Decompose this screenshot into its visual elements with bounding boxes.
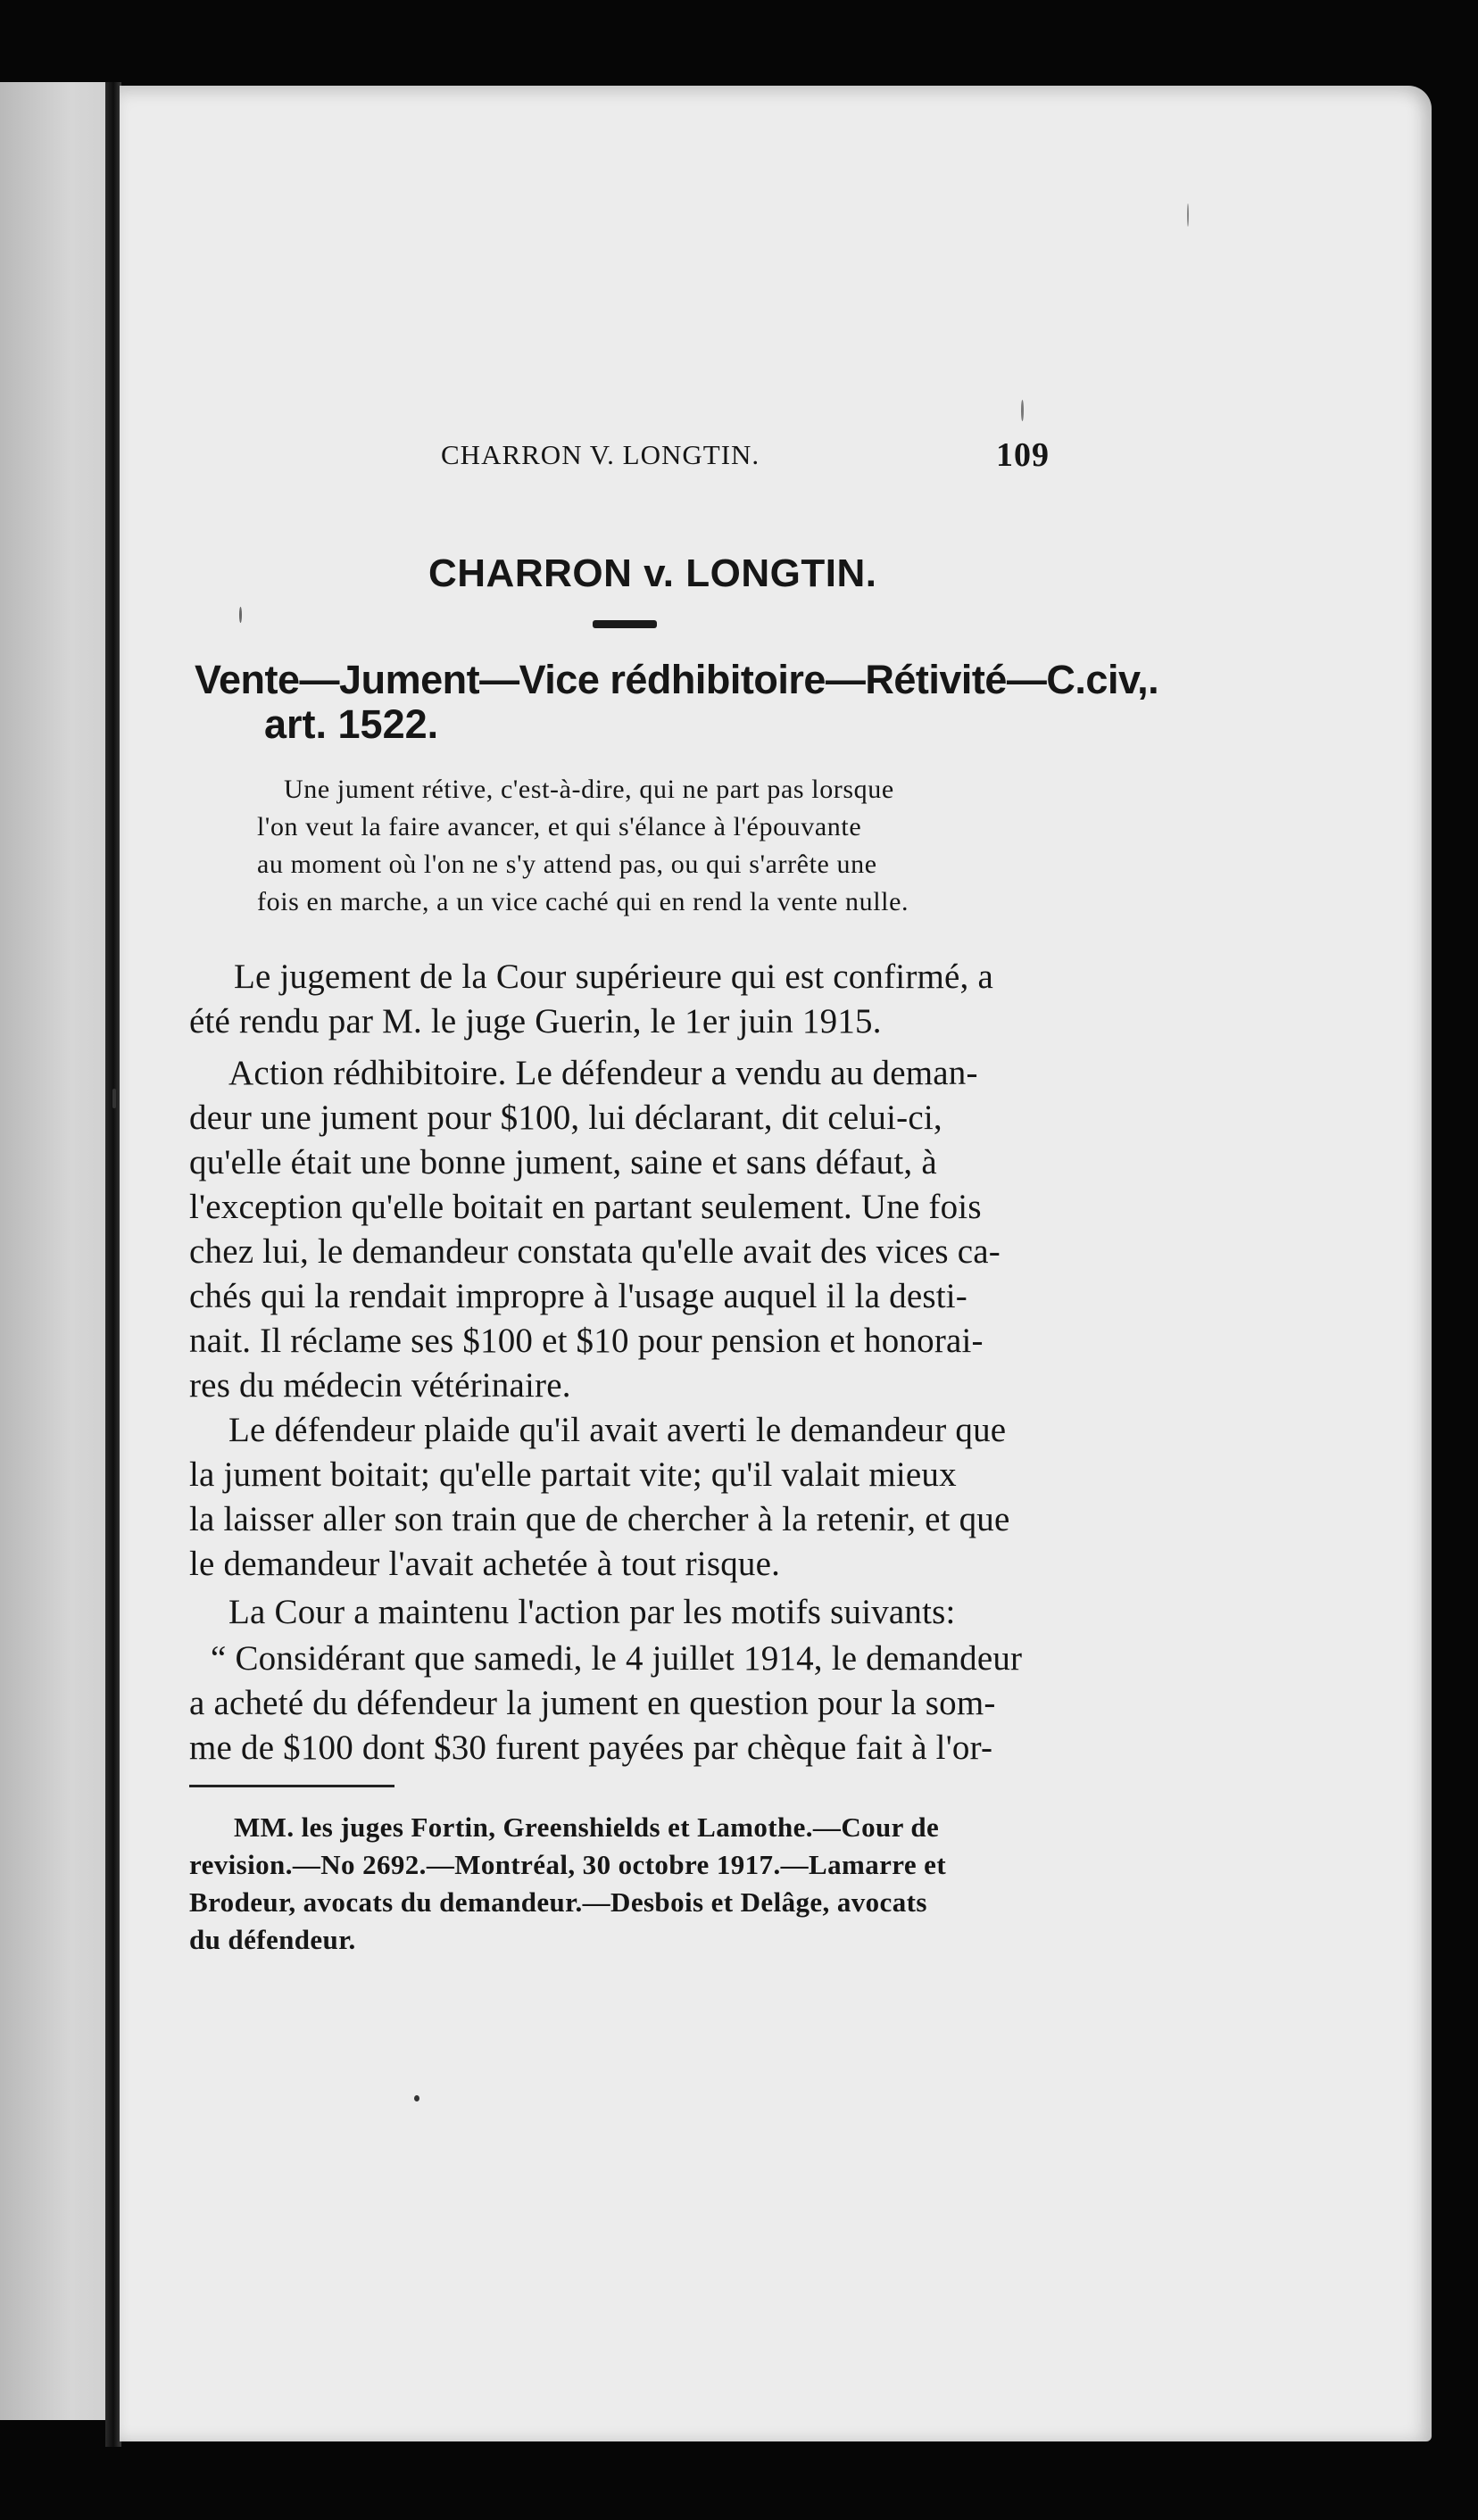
body-line: chés qui la rendait impropre à l'usage auquel il la desti- xyxy=(189,1277,967,1315)
scan-speck xyxy=(1021,400,1024,421)
scan-speck xyxy=(112,1089,116,1108)
footnote-line: Brodeur, avocats du demandeur.—Desbois et Delâge, avocats xyxy=(189,1886,927,1918)
scan-speck xyxy=(1187,203,1189,227)
body-line: La Cour a maintenu l'action par les motifs suivants: xyxy=(228,1593,956,1631)
body-line: me de $100 dont $30 furent payées par chèque fait à l'or- xyxy=(189,1728,993,1767)
summary-line: Une jument rétive, c'est-à-dire, qui ne part pas lorsque xyxy=(284,775,894,804)
body-line: deur une jument pour $100, lui déclarant, dit celui-ci, xyxy=(189,1098,942,1137)
body-line: a acheté du défendeur la jument en question pour la som- xyxy=(189,1684,996,1722)
footnote-line: MM. les juges Fortin, Greenshields et Lamothe.—Cour de xyxy=(234,1811,940,1843)
subject-line: Vente—Jument—Vice rédhibitoire—Rétivité—C.civ,. xyxy=(195,657,1159,702)
body-line: le demandeur l'avait achetée à tout risque. xyxy=(189,1545,781,1583)
body-line: été rendu par M. le juge Guerin, le 1er juin 1915. xyxy=(189,1002,882,1040)
running-title: CHARRON V. LONGTIN. xyxy=(441,439,760,470)
body-line: la laisser aller son train que de chercher à la retenir, et que xyxy=(189,1500,1010,1538)
facing-page-edge xyxy=(0,82,118,2420)
case-title: CHARRON v. LONGTIN. xyxy=(428,551,877,595)
summary-line: l'on veut la faire avancer, et qui s'élance à l'épouvante xyxy=(257,812,862,841)
footnote-line: revision.—No 2692.—Montréal, 30 octobre 1917.—Lamarre et xyxy=(189,1849,947,1880)
footnote-rule xyxy=(189,1785,394,1787)
body-line: Le jugement de la Cour supérieure qui est confirmé, a xyxy=(234,957,993,996)
body-line: Action rédhibitoire. Le défendeur a vendu au deman- xyxy=(228,1054,978,1092)
scan-speck xyxy=(414,2095,419,2101)
body-line: l'exception qu'elle boitait en partant seulement. Une fois xyxy=(189,1188,982,1226)
body-line: nait. Il réclame ses $100 et $10 pour pension et honorai- xyxy=(189,1322,984,1360)
page-number: 109 xyxy=(996,436,1050,474)
body-line: res du médecin vétérinaire. xyxy=(189,1366,571,1405)
running-header xyxy=(0,436,1478,484)
body-line: qu'elle était une bonne jument, saine et sans défaut, à xyxy=(189,1143,937,1181)
body-line: chez lui, le demandeur constata qu'elle avait des vices ca- xyxy=(189,1232,1001,1271)
body-line: “ Considérant que samedi, le 4 juillet 1914, le demandeur xyxy=(211,1639,1023,1678)
subject-line: art. 1522. xyxy=(264,701,439,747)
summary-line: au moment où l'on ne s'y attend pas, ou qui s'arrête une xyxy=(257,850,877,879)
footnote-line: du défendeur. xyxy=(189,1924,356,1955)
body-line: la jument boitait; qu'elle partait vite; qu'il valait mieux xyxy=(189,1455,957,1494)
summary-line: fois en marche, a un vice caché qui en rend la vente nulle. xyxy=(257,887,909,916)
title-ornament-rule xyxy=(593,620,657,628)
scan-speck xyxy=(239,607,242,623)
body-line: Le défendeur plaide qu'il avait averti le demandeur que xyxy=(228,1411,1007,1449)
